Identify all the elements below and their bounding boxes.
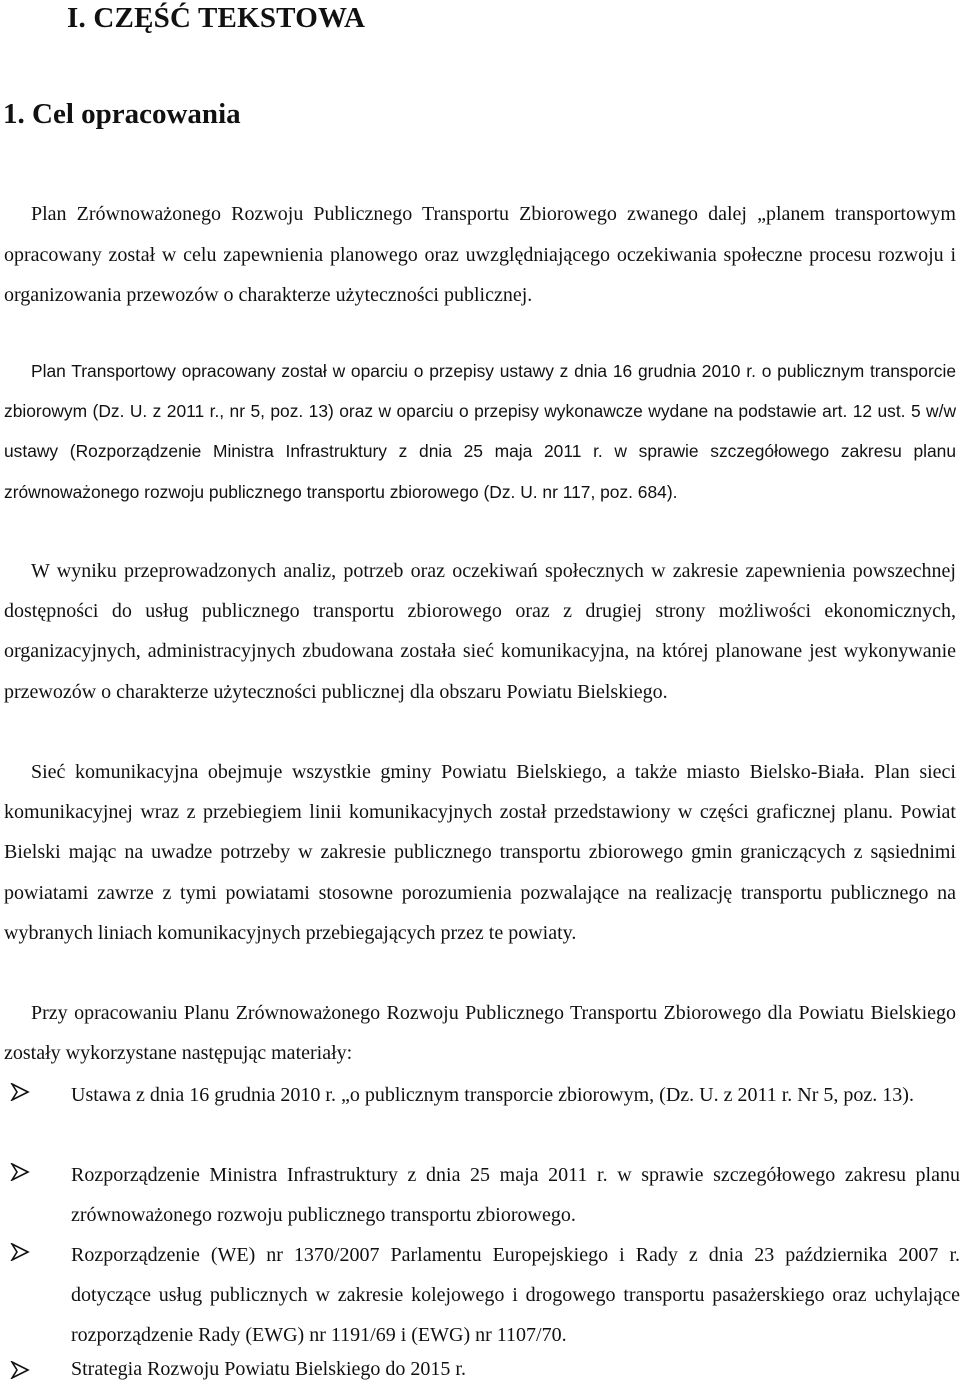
arrowhead-bullet-icon <box>10 1243 32 1261</box>
list-item-text: Rozporządzenie (WE) nr 1370/2007 Parlamentu Europejskiego i Rady z dnia 23 października 2007 r. dotyczące usług publicznych w zakresie kolejowego i drogowego transportu pasażerskiego oraz uchylające rozporządzenie Rady (EWG) nr 1191/69 i (EWG) nr 1107/70. <box>71 1244 960 1347</box>
list-item-text: Ustawa z dnia 16 grudnia 2010 r. „o publicznym transporcie zbiorowym, (Dz. U. z 2011 r. Nr 5, poz. 13). <box>71 1084 914 1106</box>
paragraph-purpose-text: Plan Zrównoważonego Rozwoju Publicznego Transportu Zbiorowego zwanego dalej „planem transportowym opracowany został w celu zapewnienia planowego oraz uwzględniającego oczekiwania społeczne procesu rozwoju i organizowania przewozów o charakterze użyteczności publicznej. <box>4 203 956 306</box>
paragraph-legal-basis <box>4 351 956 512</box>
paragraph-materials-text: Przy opracowaniu Planu Zrównoważonego Rozwoju Publicznego Transportu Zbiorowego dla Powiatu Bielskiego zostały wykorzystane następując materiały: <box>4 1002 956 1065</box>
section-title: 1. Cel opracowania <box>3 98 241 130</box>
paragraph-analysis-text: W wyniku przeprowadzonych analiz, potrzeb oraz oczekiwań społecznych w zakresie zapewnienia powszechnej dostępności do usług publicznego transportu zbiorowego oraz z drugiej strony możliwości ekonomicznych, organizacyjnych, administracyjnych zbudowana została sieć komunikacyjna, na której planowane jest wykonywanie przewozów o charakterze użyteczności publicznej dla obszaru Powiatu Bielskiego. <box>4 560 956 703</box>
document-heading: I. CZĘŚĆ TEKSTOWA <box>67 2 366 34</box>
paragraph-network <box>4 752 956 953</box>
arrowhead-bullet-icon <box>10 1083 32 1101</box>
paragraph-network-text: Sieć komunikacyjna obejmuje wszystkie gminy Powiatu Bielskiego, a także miasto Bielsko-Biała. Plan sieci komunikacyjnej wraz z przebiegiem linii komunikacyjnych został przedstawiony w części graficznej planu. Powiat Bielski mając na uwadze potrzeby w zakresie publicznego transportu zbiorowego gmin graniczących z sąsiednimi powiatami zawrze z tymi powiatami stosowne porozumienia pozwalające na realizację transportu publicznego na wybranych liniach komunikacyjnych przebiegających przez te powiaty. <box>4 761 956 944</box>
paragraph-analysis <box>4 551 956 712</box>
paragraph-purpose <box>4 194 956 316</box>
arrowhead-bullet-icon <box>10 1361 32 1379</box>
list-item-text: Rozporządzenie Ministra Infrastruktury z dnia 25 maja 2011 r. w sprawie szczegółowego zakresu planu zrównoważonego rozwoju publicznego transportu zbiorowego. <box>71 1164 960 1227</box>
paragraph-materials <box>4 993 956 1073</box>
arrowhead-bullet-icon <box>10 1163 32 1181</box>
list-item-text: Strategia Rozwoju Powiatu Bielskiego do 2015 r. <box>71 1358 466 1380</box>
paragraph-legal-basis-text: Plan Transportowy opracowany został w oparciu o przepisy ustawy z dnia 16 grudnia 2010 r. o publicznym transporcie zbiorowym (Dz. U. z 2011 r., nr 5, poz. 13) oraz w oparciu o przepisy wykonawcze wydane na podstawie art. 12 ust. 5 w/w ustawy (Rozporządzenie Ministra Infrastruktury z dnia 25 maja 2011 r. w sprawie szczegółowego zakresu planu zrównoważonego rozwoju publicznego transportu zbiorowego (Dz. U. nr 117, poz. 684). <box>4 361 956 502</box>
